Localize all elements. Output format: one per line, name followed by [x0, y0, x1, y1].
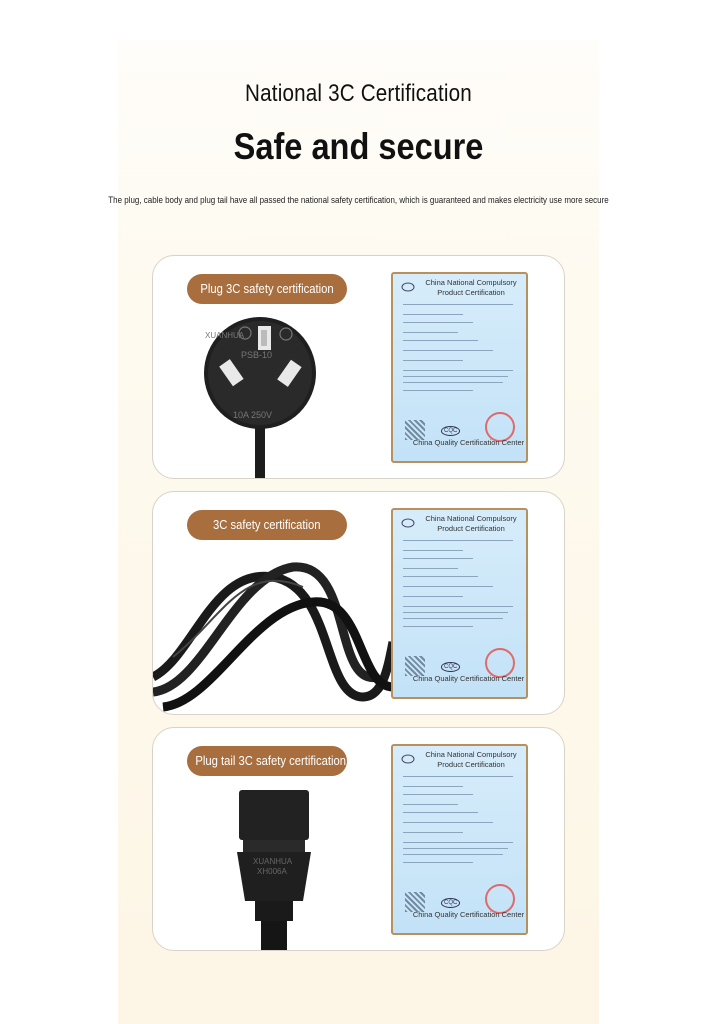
qr-code-icon [405, 892, 425, 912]
certificate-footer: China Quality Certification Center [412, 674, 525, 683]
connector-brand-text: XUANHUA [253, 857, 293, 866]
plug-tail-connector-icon [233, 786, 323, 950]
ccc-logo-icon [401, 282, 415, 292]
ccc-mark-icon: CQC [441, 898, 460, 908]
ccc-mark-icon: CQC [441, 426, 460, 436]
certificate-title: China National Compulsory Product Certification [425, 514, 517, 533]
certificate-footer: China Quality Certification Center [412, 438, 525, 447]
subheading: Safe and secure [233, 126, 484, 167]
qr-code-icon [405, 420, 425, 440]
coiled-cable-icon [153, 547, 393, 714]
plug-certification-label: Plug 3C safety certification [187, 274, 347, 304]
certificate-footer: China Quality Certification Center [412, 910, 525, 919]
qr-code-icon [405, 656, 425, 676]
plug-rating-text: 10A 250V [233, 410, 273, 420]
ccc-logo-icon [401, 754, 415, 764]
ccc-mark-icon: CQC [441, 662, 460, 672]
plug-model-text: PSB-10 [241, 350, 273, 360]
heading: National 3C Certification [245, 80, 472, 107]
certificate-title: China National Compulsory Product Certification [425, 278, 517, 297]
plug-tail-certificate-document [391, 744, 528, 935]
cable-certification-card [152, 491, 565, 715]
description: The plug, cable body and plug tail have all passed the national safety certification, which is guaranteed and makes electricity use more secure [108, 195, 609, 206]
cable-certification-label: 3C safety certification [187, 510, 347, 540]
plug-tail-certification-card [152, 727, 565, 951]
cable-certificate-document [391, 508, 528, 699]
plug-icon [203, 316, 318, 478]
plug-tail-certification-label: Plug tail 3C safety certification [187, 746, 347, 776]
certificate-title: China National Compulsory Product Certification [425, 750, 517, 769]
connector-model-text: XH006A [257, 867, 287, 876]
plug-certificate-document [391, 272, 528, 463]
plug-certification-card [152, 255, 565, 479]
plug-brand-text: XUANHUA [205, 331, 245, 340]
ccc-logo-icon [401, 518, 415, 528]
